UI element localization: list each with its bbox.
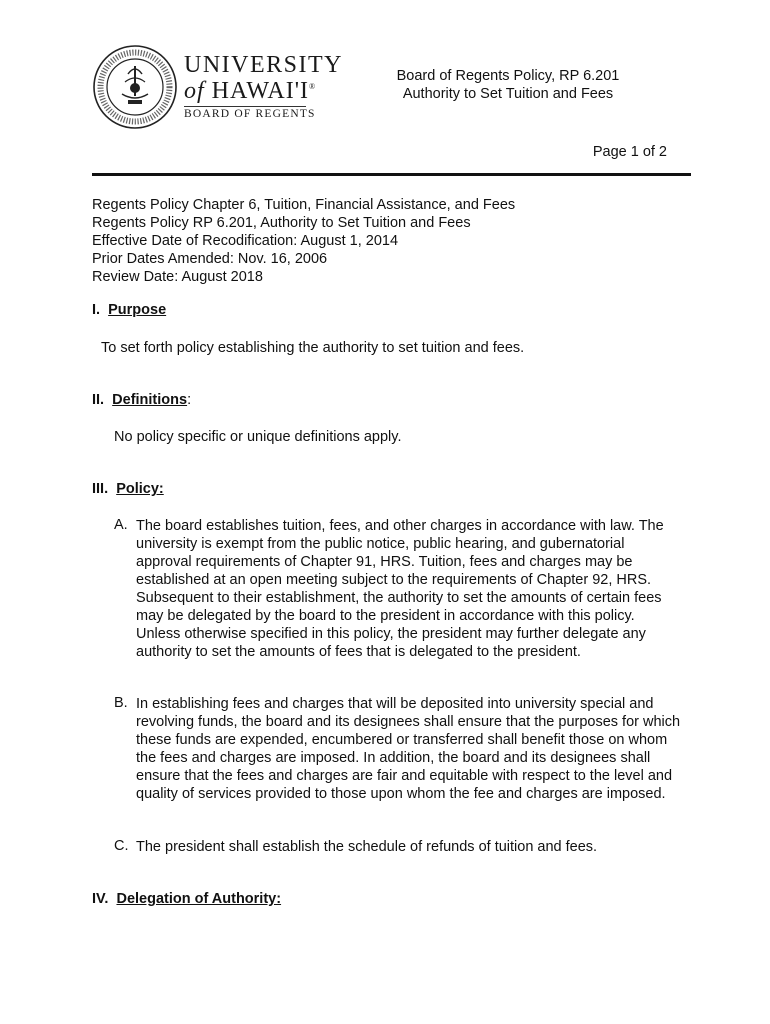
section-title: Definitions bbox=[112, 392, 188, 408]
logo-registered-mark: ® bbox=[309, 82, 317, 91]
section-purpose-heading bbox=[92, 302, 166, 318]
definitions-body: No policy specific or unique definitions apply. bbox=[114, 429, 402, 445]
meta-policy: Regents Policy RP 6.201, Authority to Set Tuition and Fees bbox=[92, 215, 471, 231]
section-delegation-heading bbox=[92, 891, 281, 907]
section-title-suffix: : bbox=[187, 392, 192, 408]
meta-chapter: Regents Policy Chapter 6, Tuition, Financial Assistance, and Fees bbox=[92, 197, 516, 213]
section-number: III. bbox=[92, 481, 109, 497]
section-title: Delegation of Authority: bbox=[116, 891, 282, 907]
purpose-body: To set forth policy establishing the authority to set tuition and fees. bbox=[101, 340, 525, 356]
policy-item-label-c: C. bbox=[114, 838, 129, 854]
section-title: Policy: bbox=[116, 481, 164, 497]
page-number: Page 1 of 2 bbox=[592, 144, 667, 160]
section-number: IV. bbox=[92, 891, 109, 907]
policy-item-c: The president shall establish the schedule of refunds of tuition and fees. bbox=[136, 839, 598, 855]
section-number: I. bbox=[92, 302, 101, 318]
logo-divider bbox=[184, 106, 306, 107]
logo-hawaii-name: HAWAI'I bbox=[211, 78, 310, 104]
section-definitions-heading bbox=[92, 392, 191, 408]
policy-item-label-a: A. bbox=[114, 517, 128, 533]
policy-item-label-b: B. bbox=[114, 695, 128, 711]
policy-item-b: In establishing fees and charges that will be deposited into university special and revolving funds, the board and its designees shall ensure that the purposes for which these funds are expended, encumbered or transferred shall benefit those on whom the fees and charges are imposed. In addition, the board and its designees shall ensure that the fees and charges are fair and equitable with respect to the level and quality of services provided to those upon whom the fee and charges are imposed. bbox=[136, 696, 681, 802]
section-title: Purpose bbox=[108, 302, 167, 318]
policy-item-a: The board establishes tuition, fees, and other charges in accordance with law. The university is exempt from the public notice, public hearing, and gubernatorial approval requirements of Chapter 91, HRS. Tuition, fees and charges may be established at an open meeting subject to the requirements of Chapter 92, HRS. Subsequent to their establishment, the authority to set the amounts of certain fees may be delegated by the board to the president in accordance with this policy. Unless otherwise specified in this policy, the president may further delegate any authority to set the amounts of fees that is delegated to the president. bbox=[136, 518, 664, 660]
section-policy-heading bbox=[92, 481, 164, 497]
meta-review-date: Review Date: August 2018 bbox=[92, 269, 263, 285]
meta-prior-dates: Prior Dates Amended: Nov. 16, 2006 bbox=[92, 251, 328, 267]
logo-university-text: UNIVERSITY bbox=[184, 52, 343, 78]
header-policy-ref: Board of Regents Policy, RP 6.201 bbox=[396, 68, 620, 84]
university-seal-logo bbox=[92, 44, 178, 130]
section-number: II. bbox=[92, 392, 105, 408]
logo-board-text: BOARD OF REGENTS bbox=[184, 108, 316, 120]
logo-hawaii-text bbox=[184, 78, 316, 105]
meta-effective-date: Effective Date of Recodification: August 1, 2014 bbox=[92, 233, 399, 249]
header-divider bbox=[92, 173, 691, 176]
logo-of-text: of bbox=[184, 78, 205, 104]
header-policy-title: Authority to Set Tuition and Fees bbox=[402, 86, 614, 102]
